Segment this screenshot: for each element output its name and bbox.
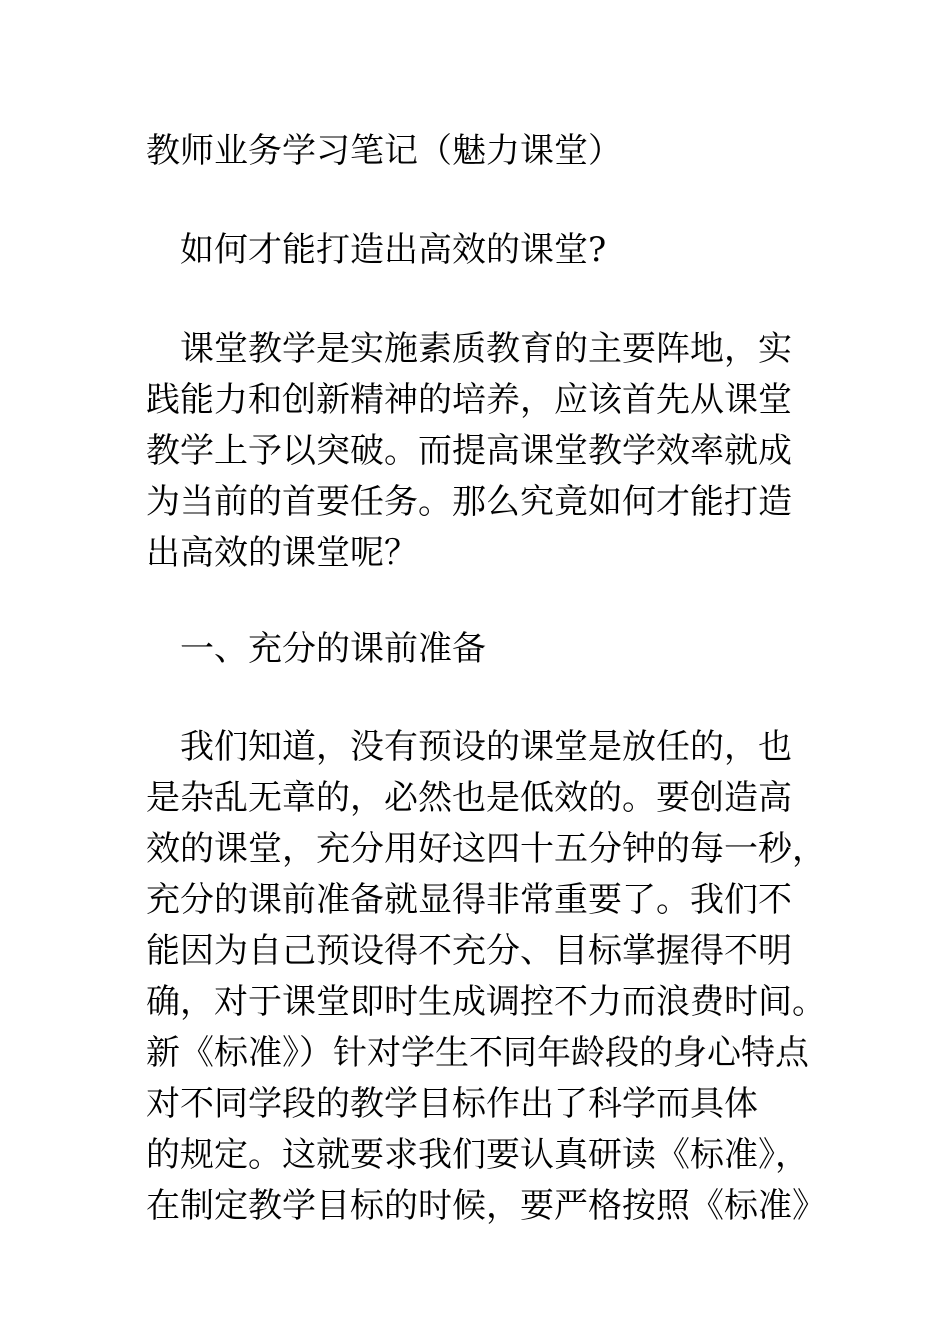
document-title-text: 教师业务学习笔记（魅力课堂）	[146, 131, 622, 171]
preparation-line: 的规定。这就要求我们要认真研读《标准》，	[146, 1135, 809, 1175]
question-text: 如何才能打造出高效的课堂?	[180, 230, 607, 270]
intro-line: 为当前的首要任务。那么究竟如何才能打造	[146, 482, 792, 522]
preparation-paragraph	[146, 722, 846, 1232]
preparation-line: 我们知道，没有预设的课堂是放任的，也	[180, 727, 792, 767]
preparation-line: 确，对于课堂即时生成调控不力而浪费时间。	[146, 982, 826, 1022]
preparation-line: 效的课堂，充分用好这四十五分钟的每一秒，	[146, 829, 826, 869]
preparation-line: 新《标准》）针对学生不同年龄段的身心特点	[146, 1033, 809, 1073]
document-title	[146, 126, 846, 177]
intro-paragraph	[146, 324, 846, 579]
question-paragraph	[146, 225, 846, 276]
intro-line: 教学上予以突破。而提高课堂教学效率就成	[146, 431, 792, 471]
intro-line: 践能力和创新精神的培养，应该首先从课堂	[146, 380, 792, 420]
preparation-line: 是杂乱无章的，必然也是低效的。要创造高	[146, 778, 792, 818]
preparation-line: 充分的课前准备就显得非常重要了。我们不	[146, 880, 792, 920]
preparation-line: 在制定教学目标的时候，要严格按照《标准》	[146, 1186, 826, 1226]
intro-line: 出高效的课堂呢？	[146, 533, 418, 573]
preparation-line: 对不同学段的教学目标作出了科学而具体	[146, 1084, 758, 1124]
section-heading-text: 一、充分的课前准备	[180, 629, 486, 669]
section-heading	[146, 624, 846, 675]
intro-line: 课堂教学是实施素质教育的主要阵地，实	[180, 329, 792, 369]
preparation-line: 能因为自己预设得不充分、目标掌握得不明	[146, 931, 792, 971]
